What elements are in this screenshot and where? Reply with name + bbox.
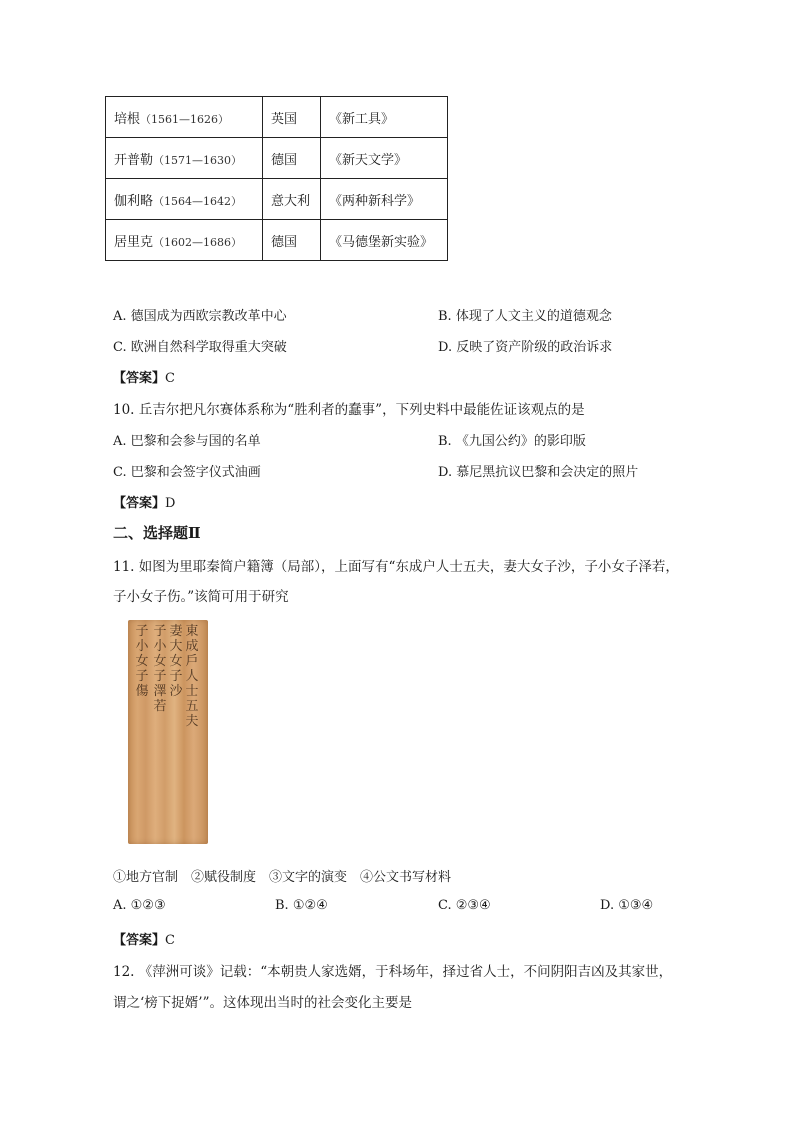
- q11-option-c: C. ②③④: [438, 898, 491, 913]
- q10-option-a: A. 巴黎和会参与国的名单: [113, 434, 261, 449]
- q9-answer: 【答案】C: [113, 371, 175, 386]
- q12-stem-line2: 谓之‘榜下捉婿’”。这体现出当时的社会变化主要是: [113, 995, 412, 1011]
- q11-stem-line1: 11. 如图为里耶秦简户籍簿（局部），上面写有“东成户人士五夫，妻大女子沙，子小女子泽若，: [113, 559, 679, 575]
- q10-answer: 【答案】D: [113, 496, 176, 511]
- q10-stem: 10. 丘吉尔把凡尔赛体系称为“胜利者的蠢事”，下列史料中最能佐证该观点的是: [113, 402, 585, 418]
- q9-option-d: D. 反映了资产阶级的政治诉求: [438, 340, 613, 355]
- scientists-table: [105, 96, 448, 261]
- table-row: [106, 220, 448, 261]
- table-cell-work: 《两种新科学》: [321, 179, 448, 220]
- table-row: [106, 179, 448, 220]
- table-cell-country: 德国: [263, 138, 321, 179]
- q11-items: ①地方官制 ②赋役制度 ③文字的演变 ④公文书写材料: [113, 870, 452, 885]
- q11-answer: 【答案】C: [113, 933, 175, 948]
- table-cell-name: 培根（1561—1626）: [106, 97, 263, 138]
- q9-option-c: C. 欧洲自然科学取得重大突破: [113, 340, 287, 355]
- q10-option-d: D. 慕尼黑抗议巴黎和会决定的照片: [438, 465, 639, 480]
- q11-option-d: D. ①③④: [600, 898, 654, 913]
- q12-stem-line1: 12. 《萍洲可谈》记载：“本朝贵人家选婿，于科场年，择过省人士，不问阴阳吉凶及其家世，: [113, 964, 673, 980]
- q11-option-b: B. ①②④: [275, 898, 328, 913]
- table-row: [106, 138, 448, 179]
- slip-text-col1: 東成戶人士五夫: [185, 624, 199, 729]
- q11-option-a: A. ①②③: [113, 898, 166, 913]
- table-cell-name: 伽利略（1564—1642）: [106, 179, 263, 220]
- q9-option-a: A. 德国成为西欧宗教改革中心: [113, 309, 287, 324]
- q9-option-b: B. 体现了人文主义的道德观念: [438, 309, 612, 324]
- table-row: [106, 97, 448, 138]
- table-cell-country: 英国: [263, 97, 321, 138]
- q10-option-c: C. 巴黎和会签字仪式油画: [113, 465, 261, 480]
- table-cell-name: 开普勒（1571—1630）: [106, 138, 263, 179]
- table-cell-work: 《马德堡新实验》: [321, 220, 448, 261]
- table-cell-work: 《新天文学》: [321, 138, 448, 179]
- q11-stem-line2: 子小女子伤。”该简可用于研究: [113, 589, 289, 605]
- table-cell-name: 居里克（1602—1686）: [106, 220, 263, 261]
- q10-option-b: B. 《九国公约》的影印版: [438, 434, 586, 449]
- bamboo-slip-image: [128, 620, 208, 844]
- slip-text-col2: 妻大女子沙: [169, 624, 183, 699]
- table-cell-work: 《新工具》: [321, 97, 448, 138]
- slip-text-col4: 子小女子傷: [135, 624, 149, 699]
- slip-text-col3: 子小女子澤若: [153, 624, 167, 714]
- table-cell-country: 意大利: [263, 179, 321, 220]
- section-title: 二、选择题Ⅱ: [113, 524, 201, 542]
- table-cell-country: 德国: [263, 220, 321, 261]
